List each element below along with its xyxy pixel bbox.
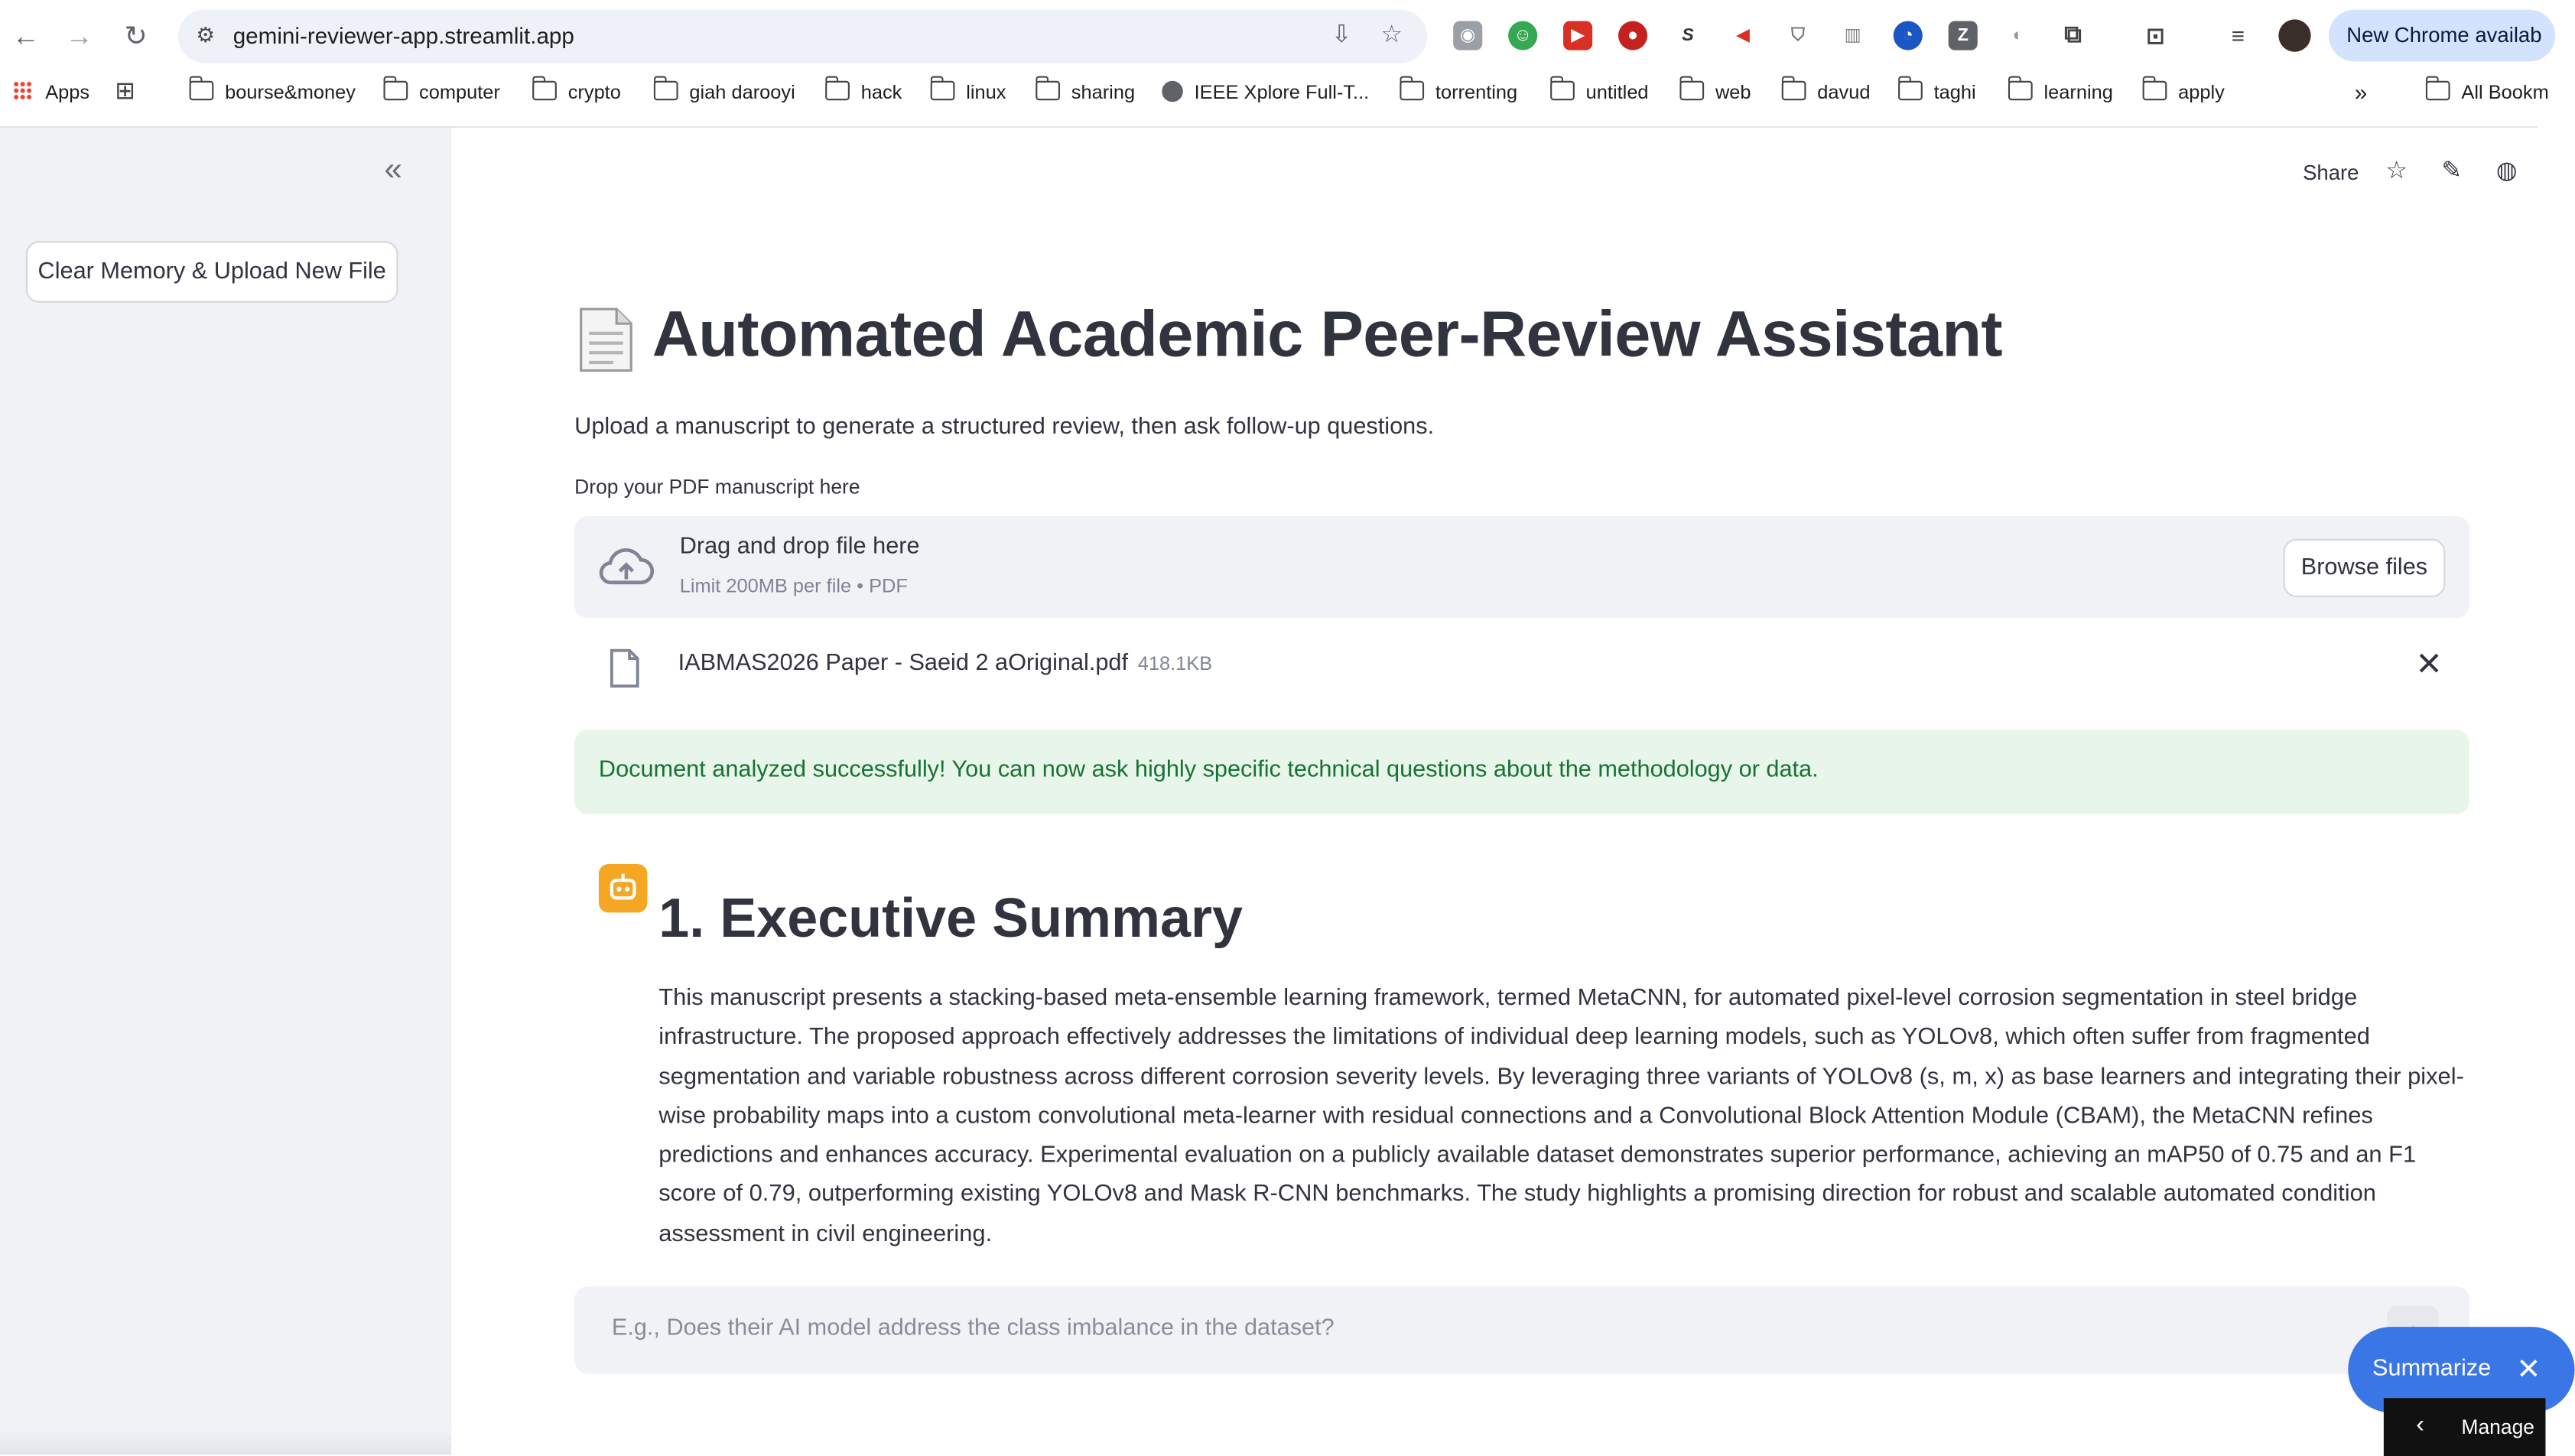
reload-icon[interactable]: ↻ (124, 21, 148, 52)
bookmark-folder[interactable]: learning (2008, 78, 2113, 107)
file-dropzone[interactable] (574, 516, 2469, 618)
z-extension-icon[interactable]: Z (1949, 21, 1978, 50)
folder-icon (931, 81, 955, 100)
bookmark-folder[interactable]: computer (383, 78, 499, 107)
bookmark-folder[interactable]: taghi (1898, 78, 1976, 107)
bookmark-folder[interactable]: torrenting (1400, 78, 1517, 107)
summarize-label: Summarize (2372, 1356, 2492, 1383)
share-button[interactable]: Share (2303, 160, 2359, 185)
extensions-puzzle-icon[interactable]: ⧉ (2059, 21, 2088, 50)
shield-extension-icon[interactable]: ⛉ (1783, 21, 1813, 50)
folder-icon (2143, 81, 2167, 100)
folder-icon (190, 81, 214, 100)
profile-avatar[interactable] (2278, 19, 2310, 51)
uploaded-file-size: 418.1KB (1137, 652, 1213, 675)
uploader-label: Drop your PDF manuscript here (574, 476, 860, 499)
chat-input[interactable] (574, 1286, 2469, 1373)
sidebar-bottom-shade (0, 1431, 451, 1455)
video-extension-icon[interactable]: ▶ (1563, 21, 1592, 50)
sidebar (0, 128, 451, 1454)
folder-icon (383, 81, 408, 100)
bookmark-folder[interactable]: crypto (532, 78, 621, 107)
camera-extension-icon[interactable]: ◉ (1453, 21, 1482, 50)
dropzone-instructions: Drag and drop file here (679, 534, 920, 561)
media-control-icon[interactable]: ≡ (2223, 21, 2252, 50)
remove-file-icon[interactable]: ✕ (2415, 647, 2443, 683)
new-chrome-available-button[interactable]: New Chrome availab (2329, 10, 2555, 62)
collapse-sidebar-icon[interactable]: « (384, 151, 402, 188)
robot-icon (599, 864, 647, 912)
back-icon[interactable]: ← (11, 21, 40, 52)
folder-icon (1400, 81, 1424, 100)
folder-icon (532, 81, 557, 100)
bookmark-folder[interactable]: bourse&money (190, 78, 356, 107)
summary-paragraph: This manuscript presents a stacking-based meta-ensemble learning framework, termed MetaCNN, for automated pixel-level corrosion segmentation in steel bridge infrastructure. The proposed approach effectively addresses the limitations of individual deep learning models, such as YOLOv8, which often suffer from fragmented segmentation and variable robustness across different corrosion severity levels. By leveraging three variants of YOLOv8 (s, m, x) as base learners and integrating their pixel-wise probability maps into a custom convolutional meta-learner with residual connections and a Convolutional Block Attention Module (CBAM), the MetaCNN refines predictions and enhances accuracy. Experimental evaluation on a publicly available dataset demonstrates superior performance, achieving an mAP50 of 0.75 and an F1 score of 0.79, outperforming existing YOLOv8 and Mask R-CNN benchmarks. The study highlights a promising direction for robust and scalable automated condition assessment in civil engineering. (658, 985, 2464, 1247)
page-subtitle: Upload a manuscript to generate a structured review, then ask follow-up questions. (574, 414, 1435, 440)
folder-icon (654, 81, 678, 100)
forward-icon[interactable]: → (65, 21, 93, 52)
browse-files-button[interactable]: Browse files (2284, 539, 2446, 597)
bookmark-folder[interactable]: giah darooyi (654, 78, 795, 107)
tab-search-icon[interactable]: ⊡ (2141, 21, 2170, 50)
cloud-upload-icon (597, 542, 655, 590)
bookmark-folder[interactable]: web (1679, 78, 1751, 107)
bookmark-link[interactable]: IEEE Xplore Full-T... (1162, 78, 1369, 107)
s-extension-icon[interactable]: S (1673, 21, 1702, 50)
manage-label: Manage (2461, 1415, 2535, 1439)
megaphone-extension-icon[interactable]: ◀ (1728, 21, 1757, 50)
chevron-left-icon: ‹ (2416, 1411, 2424, 1439)
record-extension-icon[interactable]: ● (1618, 21, 1647, 50)
bookmark-apps[interactable]: Apps (13, 78, 89, 107)
document-icon (574, 306, 636, 374)
bookmark-folder[interactable]: untitled (1550, 78, 1648, 107)
bookmarks-bar (0, 71, 2549, 113)
folder-icon (1679, 81, 1704, 100)
success-alert (574, 730, 2469, 814)
star-icon[interactable]: ☆ (2385, 157, 2408, 185)
folder-icon (1550, 81, 1575, 100)
file-icon (609, 649, 641, 688)
bookmark-folder[interactable]: sharing (1036, 78, 1135, 107)
site-settings-icon[interactable]: ⚙ (196, 22, 216, 47)
assistant-avatar (599, 864, 647, 912)
bookmark-folder[interactable]: hack (825, 78, 902, 107)
library-extension-icon[interactable]: ▥ (1839, 21, 1868, 50)
page-title: Automated Academic Peer-Review Assistant (652, 299, 2002, 371)
dropzone-limit: Limit 200MB per file • PDF (679, 574, 908, 597)
close-icon[interactable]: ✕ (2516, 1352, 2541, 1386)
main-content (451, 128, 2538, 1454)
install-app-icon[interactable]: ⇩ (1331, 21, 1352, 49)
section-heading: 1. Executive Summary (658, 888, 1244, 951)
address-bar[interactable] (178, 10, 1428, 63)
apps-grid-icon (13, 81, 32, 100)
bookmark-folder[interactable]: apply (2143, 78, 2225, 107)
uploaded-file (678, 651, 1213, 677)
globe-icon (1162, 81, 1183, 102)
folder-icon (1782, 81, 1806, 100)
manage-app-bar[interactable] (2384, 1398, 2546, 1456)
android-extension-icon[interactable]: ☺ (1508, 21, 1537, 50)
all-bookmarks[interactable]: All Bookm (2426, 78, 2549, 107)
bookmark-folder[interactable]: linux (931, 78, 1006, 107)
clear-memory-button[interactable]: Clear Memory & Upload New File (26, 241, 398, 302)
folder-icon (2426, 81, 2450, 100)
vpn-extension-icon[interactable]: ◔ (1894, 21, 1923, 50)
folder-icon (1898, 81, 1923, 100)
edit-pencil-icon[interactable]: ✎ (2441, 157, 2463, 185)
more-bookmarks-icon[interactable]: » (2354, 79, 2368, 106)
folder-icon (1036, 81, 1060, 100)
url-text[interactable]: gemini-reviewer-app.streamlit.app (232, 22, 574, 49)
browser-toolbar (0, 0, 2549, 128)
bookmark-star-icon[interactable]: ☆ (1380, 21, 1403, 49)
uploaded-file-name: IABMAS2026 Paper - Saeid 2 aOriginal.pdf (678, 650, 1129, 677)
folder-icon (825, 81, 850, 100)
github-icon[interactable]: ◍ (2495, 157, 2518, 185)
bookmark-folder[interactable]: davud (1782, 78, 1871, 107)
chat-placeholder: E.g., Does their AI model address the class imbalance in the dataset? (611, 1315, 1335, 1342)
tab-groups-icon[interactable]: ⊞ (115, 77, 135, 106)
cookie-extension-icon[interactable]: ◐ (2004, 21, 2033, 50)
success-message: Document analyzed successfully! You can now ask highly specific technical questions about the methodology or data. (598, 757, 1819, 784)
folder-icon (2008, 81, 2033, 100)
